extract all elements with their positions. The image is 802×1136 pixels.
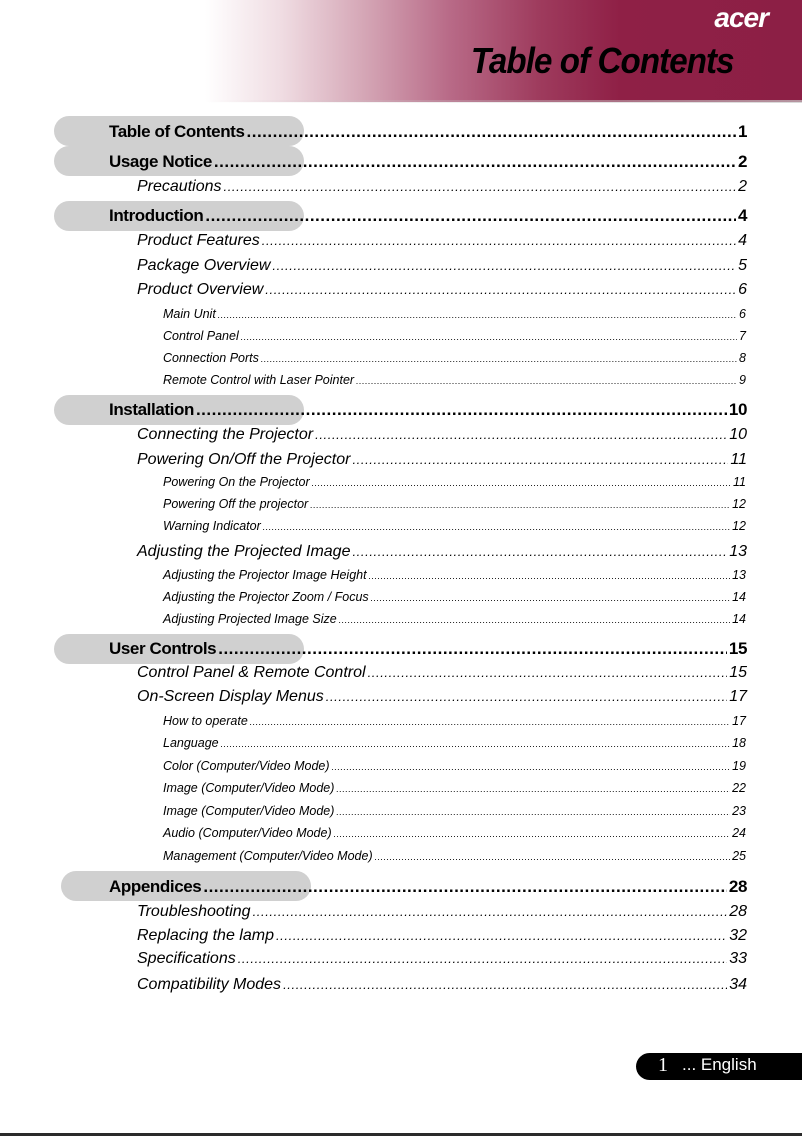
toc-entry-level-2[interactable] <box>137 664 747 682</box>
toc-entry-level-3[interactable] <box>163 804 746 818</box>
toc-entry-level-3[interactable] <box>163 373 746 387</box>
toc-entry-level-3[interactable] <box>163 781 746 795</box>
toc-entry-level-1[interactable] <box>109 122 747 142</box>
toc-entry-label: Image (Computer/Video Mode) <box>163 781 335 795</box>
toc-entry-page-number: 4 <box>738 232 747 249</box>
toc-entry-label: Warning Indicator <box>163 519 261 533</box>
dot-leader <box>262 233 736 248</box>
dot-leader <box>375 852 730 862</box>
toc-entry-level-2[interactable] <box>137 543 747 561</box>
toc-entry-page-number: 22 <box>732 781 746 795</box>
dot-leader <box>368 665 728 680</box>
toc-entry-page-number: 15 <box>729 664 747 681</box>
dot-leader <box>310 500 730 510</box>
toc-entry-label: Language <box>163 736 219 750</box>
toc-entry-label: Remote Control with Laser Pointer <box>163 373 355 387</box>
toc-entry-level-1[interactable] <box>109 152 747 172</box>
toc-entry-page-number: 12 <box>732 519 746 533</box>
dot-leader <box>261 354 737 364</box>
toc-entry-page-number: 15 <box>728 639 747 658</box>
toc-entry-label: Product Features <box>137 232 260 249</box>
toc-entry-page-number: 23 <box>732 804 746 818</box>
toc-entry-page-number: 4 <box>737 206 747 225</box>
dot-leader <box>263 522 730 532</box>
toc-entry-label: Compatibility Modes <box>137 976 282 993</box>
toc-entry-label: Specifications <box>137 950 236 967</box>
dot-leader <box>253 904 728 919</box>
dot-leader <box>336 807 730 817</box>
dot-leader <box>312 478 731 488</box>
toc-entry-page-number: 19 <box>732 759 746 773</box>
toc-entry-label: Image (Computer/Video Mode) <box>163 804 335 818</box>
toc-entry-label: Adjusting Projected Image Size <box>163 612 337 626</box>
dot-leader <box>369 571 731 581</box>
toc-entry-level-2[interactable] <box>137 257 747 275</box>
dot-leader <box>283 977 727 992</box>
dot-leader <box>339 615 730 625</box>
toc-entry-page-number: 24 <box>732 826 746 840</box>
toc-entry-level-3[interactable] <box>163 826 746 840</box>
toc-entry-level-3[interactable] <box>163 568 746 582</box>
toc-entry-label: Connection Ports <box>163 351 259 365</box>
toc-entry-page-number: 25 <box>732 849 746 863</box>
toc-entry-page-number: 2 <box>737 152 747 171</box>
toc-entry-page-number: 18 <box>732 736 746 750</box>
toc-entry-level-3[interactable] <box>163 475 746 489</box>
toc-entry-label: Main Unit <box>163 307 216 321</box>
toc-entry-level-2[interactable] <box>137 232 747 250</box>
dot-leader <box>203 877 727 897</box>
toc-entry-page-number: 13 <box>729 543 747 560</box>
toc-entry-level-2[interactable] <box>137 178 747 196</box>
toc-entry-page-number: 5 <box>738 257 747 274</box>
dot-leader <box>238 951 727 966</box>
toc-entry-level-2[interactable] <box>137 950 747 968</box>
toc-entry-level-2[interactable] <box>137 688 747 706</box>
toc-entry-page-number: 32 <box>729 927 747 944</box>
dot-leader <box>276 928 727 943</box>
toc-entry-label: Package Overview <box>137 257 271 274</box>
toc-entry-label: Control Panel <box>163 329 239 343</box>
dot-leader <box>326 689 727 704</box>
toc-entry-label: Powering On/Off the Projector <box>137 451 351 468</box>
toc-entry-level-1[interactable] <box>109 639 747 659</box>
toc-entry-level-3[interactable] <box>163 497 746 511</box>
dot-leader <box>218 310 737 320</box>
toc-entry-label: Adjusting the Projector Zoom / Focus <box>163 590 369 604</box>
toc-entry-level-3[interactable] <box>163 590 746 604</box>
dot-leader <box>250 717 730 727</box>
toc-entry-level-3[interactable] <box>163 612 746 626</box>
acer-logo: acer <box>714 2 768 33</box>
toc-entry-label: Control Panel & Remote Control <box>137 664 366 681</box>
toc-entry-page-number: 1 <box>737 122 747 141</box>
toc-entry-label: Adjusting the Projector Image Height <box>163 568 367 582</box>
dot-leader <box>352 452 728 467</box>
toc-entry-label: Powering On the Projector <box>163 475 310 489</box>
dot-leader <box>332 762 731 772</box>
toc-entry-level-3[interactable] <box>163 329 746 343</box>
dot-leader <box>334 829 730 839</box>
toc-entry-level-3[interactable] <box>163 849 746 863</box>
toc-entry-page-number: 9 <box>739 373 746 387</box>
toc-entry-label: Precautions <box>137 178 222 195</box>
dot-leader <box>352 544 727 559</box>
toc-entry-label: Color (Computer/Video Mode) <box>163 759 330 773</box>
toc-entry-label: Introduction <box>109 206 204 225</box>
toc-entry-page-number: 14 <box>732 590 746 604</box>
dot-leader <box>221 739 730 749</box>
toc-entry-page-number: 2 <box>738 178 747 195</box>
dot-leader <box>241 332 737 342</box>
dot-leader <box>247 122 736 142</box>
toc-entry-level-1[interactable] <box>109 206 747 226</box>
dot-leader <box>371 593 730 603</box>
toc-entry-page-number: 10 <box>728 400 747 419</box>
toc-entry-page-number: 28 <box>729 903 747 920</box>
toc-entry-label: Adjusting the Projected Image <box>137 543 351 560</box>
toc-entry-page-number: 6 <box>738 281 747 298</box>
toc-entry-label: User Controls <box>109 639 217 658</box>
toc-entry-page-number: 17 <box>729 688 747 705</box>
toc-entry-level-3[interactable] <box>163 714 746 728</box>
toc-entry-page-number: 8 <box>739 351 746 365</box>
page-title: Table of Contents <box>471 40 734 81</box>
toc-entry-label: Table of Contents <box>109 122 245 141</box>
toc-entry-label: Powering Off the projector <box>163 497 309 511</box>
dot-leader <box>218 639 727 659</box>
footer-language: ... English <box>682 1055 757 1074</box>
toc-entry-page-number: 14 <box>732 612 746 626</box>
toc-entry-page-number: 7 <box>739 329 746 343</box>
toc-entry-level-1[interactable] <box>109 400 747 420</box>
header-shadow <box>205 100 802 103</box>
toc-entry-label: Audio (Computer/Video Mode) <box>163 826 332 840</box>
footer-page-number: 1 <box>658 1054 668 1076</box>
dot-leader <box>205 206 736 226</box>
toc-entry-page-number: 11 <box>730 451 747 468</box>
toc-entry-level-3[interactable] <box>163 736 746 750</box>
toc-entry-page-number: 13 <box>732 568 746 582</box>
dot-leader <box>336 784 730 794</box>
toc-entry-level-2[interactable] <box>137 903 747 921</box>
toc-entry-label: Usage Notice <box>109 152 212 171</box>
dot-leader <box>214 152 736 172</box>
toc-entry-level-3[interactable] <box>163 519 746 533</box>
toc-entry-label: Management (Computer/Video Mode) <box>163 849 373 863</box>
dot-leader <box>265 282 736 297</box>
toc-entry-label: How to operate <box>163 714 248 728</box>
toc-entry-label: Installation <box>109 400 194 419</box>
toc-entry-level-3[interactable] <box>163 307 746 321</box>
toc-entry-level-2[interactable] <box>137 976 747 994</box>
toc-entry-level-2[interactable] <box>137 281 747 299</box>
dot-leader <box>224 179 737 194</box>
toc-entry-level-2[interactable] <box>137 927 747 945</box>
toc-entry-level-3[interactable] <box>163 351 746 365</box>
toc-entry-label: Product Overview <box>137 281 264 298</box>
toc-entry-page-number: 10 <box>729 426 747 443</box>
dot-leader <box>315 427 727 442</box>
toc-entry-label: Appendices <box>109 877 202 896</box>
toc-entry-page-number: 34 <box>729 976 747 993</box>
toc-entry-label: Troubleshooting <box>137 903 251 920</box>
toc-entry-page-number: 28 <box>728 877 747 896</box>
toc-entry-level-2[interactable] <box>137 451 747 469</box>
dot-leader <box>272 258 736 273</box>
toc-entry-page-number: 12 <box>732 497 746 511</box>
toc-entry-level-2[interactable] <box>137 426 747 444</box>
toc-entry-label: Replacing the lamp <box>137 927 274 944</box>
footer-page-tab <box>636 1053 802 1080</box>
toc-entry-page-number: 17 <box>732 714 746 728</box>
toc-entry-level-3[interactable] <box>163 759 746 773</box>
dot-leader <box>196 400 727 420</box>
toc-entry-page-number: 6 <box>739 307 746 321</box>
dot-leader <box>356 376 737 386</box>
toc-entry-label: Connecting the Projector <box>137 426 314 443</box>
toc-entry-page-number: 33 <box>729 950 747 967</box>
toc-entry-level-1[interactable] <box>109 877 747 897</box>
toc-entry-label: On-Screen Display Menus <box>137 688 324 705</box>
toc-entry-page-number: 11 <box>733 475 746 489</box>
